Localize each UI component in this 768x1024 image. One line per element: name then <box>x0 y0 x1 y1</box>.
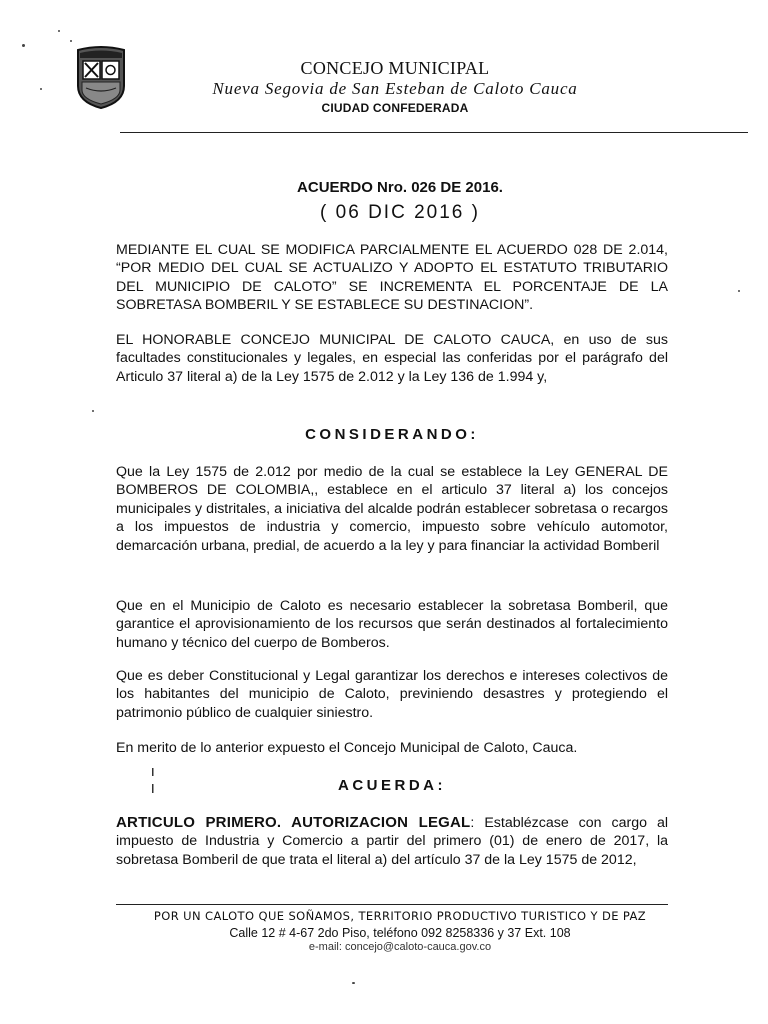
scan-speck <box>738 290 740 292</box>
scan-speck <box>58 30 60 32</box>
considerando-paragraph-1: Que la Ley 1575 de 2.012 por medio de la cual se establece la Ley GENERAL DE BOMBEROS DE COLOMBIA,, establece en el articulo 37 literal a) los concejos municipales y distritales, a iniciativa del alcalde podrán establecer sobretasa o recargos a los impuestos de industria y comercio, impuesto sobre vehículo automotor, demarcación urbana, predial, de acuerdo a la ley y para financiar la actividad Bomberil <box>116 464 668 554</box>
footer-email: e-mail: concejo@caloto-cauca.gov.co <box>308 941 492 953</box>
article-1-body: : Establézcase con cargo al impuesto de Industria y Comercio a partir del primero (01) de enero de 2017, la sobretasa Bomberil de que trata el literal a) del artículo 37 de la Ley 1575 de 2012, <box>116 815 669 868</box>
footer-address: Calle 12 # 4-67 2do Piso, teléfono 092 8258336 y 37 Ext. 108 <box>229 926 571 940</box>
agreement-date-stamp: ( 06 DIC 2016 ) <box>320 202 480 223</box>
agreement-subject: MEDIANTE EL CUAL SE MODIFICA PARCIALMENTE EL ACUERDO 028 DE 2.014, “POR MEDIO DEL CUAL SE ACTUALIZO Y ADOPTO EL ESTATUTO TRIBUTARIO DEL MUNICIPIO DE CALOTO” SE INCREMENTA EL PORCENTAJE DE LA SOBRETASA BOMBERIL Y SE ESTABLECE SU DESTINACION”. <box>116 242 668 314</box>
merito-paragraph: En merito de lo anterior expuesto el Concejo Municipal de Caloto, Cauca. <box>116 740 578 756</box>
scan-speck <box>70 40 72 42</box>
agreement-number: ACUERDO Nro. 026 DE 2016. <box>297 179 503 196</box>
header-divider <box>120 132 748 133</box>
scan-speck <box>22 44 25 47</box>
considerando-paragraph-3: Que es deber Constitucional y Legal garantizar los derechos e intereses colectivos de los habitantes del municipio de Caloto, previniendo desastres y protegiendo el patrimonio público de cualquier siniestro. <box>116 668 668 721</box>
preamble-paragraph: EL HONORABLE CONCEJO MUNICIPAL DE CALOTO CAUCA, en uso de sus facultades constitucionales y legales, en especial las conferidas por el parágrafo del Articulo 37 literal a) de la Ley 1575 de 2.012 y la Ley 136 de 1.994 y, <box>116 332 668 385</box>
article-1 <box>116 814 668 869</box>
article-1-heading: ARTICULO PRIMERO. AUTORIZACION LEGAL <box>116 814 471 831</box>
scan-speck <box>92 410 94 412</box>
scan-speck <box>352 982 355 984</box>
footer-slogan: POR UN CALOTO QUE SOÑAMOS, TERRITORIO PRODUCTIVO TURISTICO Y DE PAZ <box>153 909 647 923</box>
scan-speck <box>40 88 42 90</box>
council-title: CONCEJO MUNICIPAL <box>300 58 490 78</box>
acuerda-heading: ACUERDA: <box>338 777 446 794</box>
municipal-crest-logo <box>74 44 128 110</box>
municipality-name: Nueva Segovia de San Esteban de Caloto Cauca <box>212 79 578 98</box>
footer-divider <box>116 904 668 905</box>
considerando-paragraph-2: Que en el Municipio de Caloto es necesario establecer la sobretasa Bomberil, que garantice el aprovisionamiento de los recursos que serán destinados al fortalecimiento humano y técnico del cuerpo de Bomberos. <box>116 598 668 651</box>
city-motto: CIUDAD CONFEDERADA <box>321 101 469 115</box>
considerando-heading: CONSIDERANDO: <box>305 426 479 443</box>
